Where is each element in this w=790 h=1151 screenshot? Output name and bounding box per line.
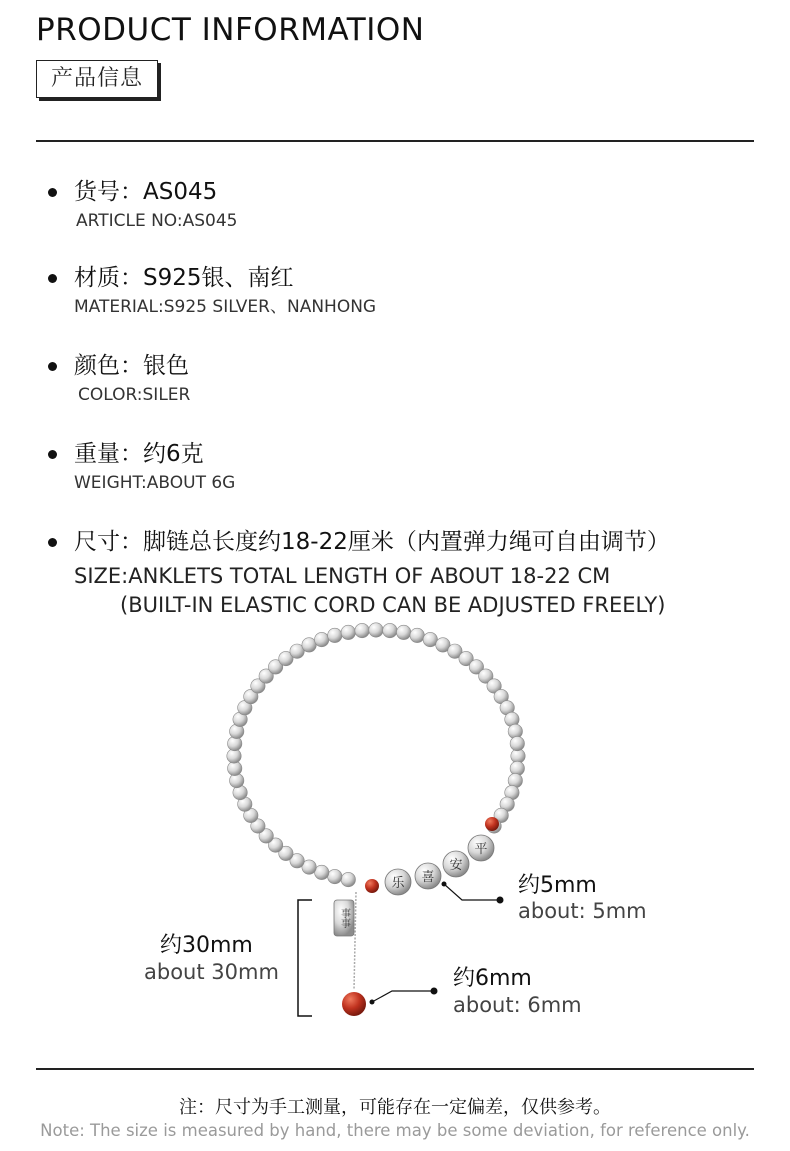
dim-5mm-en: about: 5mm [518, 899, 647, 923]
spec-size [48, 528, 670, 556]
spec-material-cn: 材质：S925银、南红 [74, 265, 294, 291]
silver-bead [423, 632, 437, 646]
spec-color-en: COLOR:SILER [78, 385, 191, 405]
letter-bead-1 [385, 869, 411, 895]
letter-bead-1-char: 乐 [391, 876, 405, 891]
dim-6mm-cn: 约6mm [453, 966, 532, 991]
silver-bead [383, 623, 397, 637]
letter-bead-2-char: 喜 [421, 870, 435, 885]
leader-6mm [370, 988, 438, 1005]
letter-bead-3 [443, 851, 469, 877]
dim-30mm-cn: 约30mm [160, 933, 253, 958]
letter-bead-2 [415, 863, 441, 889]
bullet-icon [48, 188, 57, 197]
top-divider [36, 140, 754, 142]
spec-size-en-2: (BUILT-IN ELASTIC CORD CAN BE ADJUSTED FREELY) [120, 593, 666, 617]
letter-bead-4 [468, 835, 494, 861]
silver-bead [315, 865, 329, 879]
letter-bead-3-char: 安 [449, 858, 463, 873]
spec-size-en: SIZE:ANKLETS TOTAL LENGTH OF ABOUT 18-22 CM [74, 564, 611, 588]
section-label-cn: 产品信息 [36, 60, 158, 98]
spec-article [48, 178, 237, 232]
silver-bead [369, 623, 383, 637]
bullet-icon [48, 274, 57, 283]
bullet-icon [48, 538, 57, 547]
spec-color-cn: 颜色：银色 [74, 353, 189, 379]
spec-weight-cn: 重量：约6克 [74, 441, 204, 467]
dim-30mm-en: about 30mm [144, 960, 279, 984]
silver-bead [328, 628, 342, 642]
spec-weight [48, 440, 235, 494]
spec-material-en: MATERIAL:S925 SILVER、NANHONG [74, 297, 377, 317]
dim-5mm-cn: 约5mm [518, 873, 597, 898]
nanhong-pendant-bead [342, 992, 366, 1016]
silver-bead [397, 625, 411, 639]
silver-bead [341, 872, 355, 886]
spec-material [48, 264, 376, 318]
nanhong-bead-left [365, 879, 379, 893]
silver-bead [410, 628, 424, 642]
spec-color [48, 352, 190, 406]
silver-bead [302, 638, 316, 652]
spec-weight-en: WEIGHT:ABOUT 6G [74, 473, 236, 493]
silver-bead [328, 869, 342, 883]
page-title: PRODUCT INFORMATION [36, 12, 425, 48]
pendant-tag-text: 事事 [338, 908, 350, 928]
dim-6mm-en: about: 6mm [453, 993, 582, 1017]
footer-note-en: Note: The size is measured by hand, there may be some deviation, for reference only. [40, 1121, 750, 1140]
spec-article-cn: 货号：AS045 [74, 179, 218, 205]
spec-size-cn: 尺寸：脚链总长度约18-22厘米（内置弹力绳可自由调节） [74, 529, 670, 555]
spec-article-en: ARTICLE NO:AS045 [76, 211, 238, 231]
pendant-tag [334, 900, 354, 936]
silver-bead [315, 632, 329, 646]
silver-bead [510, 736, 524, 750]
bullet-icon [48, 450, 57, 459]
footer-note-cn: 注：尺寸为手工测量，可能存在一定偏差，仅供参考。 [179, 1097, 611, 1118]
leader-5mm [442, 882, 504, 904]
bracket-30mm [298, 900, 312, 1016]
nanhong-bead-right [485, 817, 499, 831]
bullet-icon [48, 362, 57, 371]
silver-bead [341, 625, 355, 639]
silver-bead [355, 623, 369, 637]
anklet-diagram [0, 620, 790, 1060]
letter-bead-4-char: 平 [474, 842, 488, 857]
bottom-divider [36, 1068, 754, 1070]
